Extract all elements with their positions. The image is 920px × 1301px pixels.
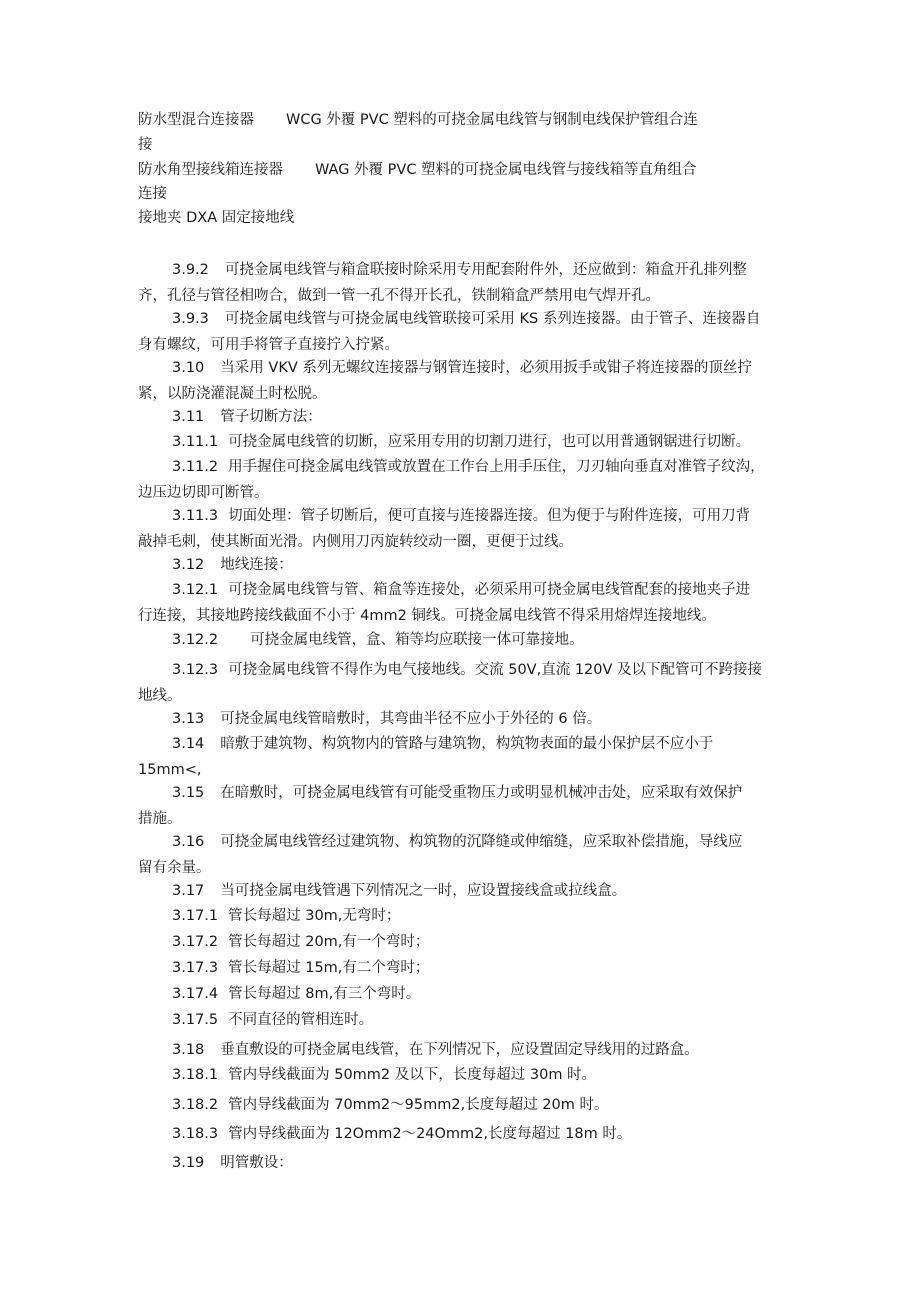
clause-text: 用手握住可挠金属电线管或放置在工作台上用手压住，刀刃轴向垂直对准管子纹沟， — [228, 459, 765, 475]
clause-text-cont: 身有螺纹，可用手将管子直接拧入拧紧。 — [138, 337, 399, 353]
clause-3-9-3 — [138, 306, 788, 358]
clause-number: 3.13 — [172, 711, 205, 727]
clause-3-11-3 — [138, 503, 788, 555]
clause-3-17-4 — [138, 981, 788, 1007]
intro-desc-1-cont: 接 — [138, 137, 153, 153]
clause-text-cont: 留有余量。 — [138, 860, 211, 876]
clause-3-18-3 — [138, 1121, 788, 1147]
clause-3-10 — [138, 355, 788, 407]
intro-desc-1: WCG 外覆 PVC 塑料的可挠金属电线管与钢制电线保护管组合连 — [286, 112, 698, 128]
clause-3-12 — [138, 552, 788, 578]
clause-3-13 — [138, 706, 788, 732]
clause-text: 管长每超过 20m,有一个弯时； — [228, 934, 430, 950]
clause-text-cont: 15mm<, — [138, 762, 202, 778]
clause-number: 3.11.1 — [172, 434, 219, 450]
clause-number: 3.11.2 — [172, 459, 219, 475]
clause-text: 管内导线截面为 12Omm2～24Omm2,长度每超过 18m 时。 — [228, 1126, 632, 1142]
clause-3-17-2 — [138, 929, 788, 955]
clause-number: 3.18 — [172, 1042, 205, 1058]
clause-text-cont: 地线。 — [138, 688, 182, 704]
clause-number: 3.12.1 — [172, 582, 219, 598]
clause-text: 当采用 VKV 系列无螺纹连接器与钢管连接时，必须用扳手或钳子将连接器的顶丝拧 — [220, 360, 752, 376]
clause-text: 可挠金属电线管与管、箱盒等连接处，必须采用可挠金属电线管配套的接地夹子进 — [228, 582, 751, 598]
clause-number: 3.14 — [172, 736, 205, 752]
clause-text: 管长每超过 8m,有三个弯时。 — [228, 986, 421, 1002]
clause-number: 3.17 — [172, 883, 205, 899]
clause-3-17-3 — [138, 955, 788, 981]
clause-text: 地线连接： — [220, 557, 293, 573]
clause-text: 不同直径的管相连时。 — [228, 1012, 374, 1028]
clause-text: 可挠金属电线管不得作为电气接地线。交流 50V,直流 120V 及以下配管可不跨接接 — [228, 662, 763, 678]
clause-text: 管内导线截面为 70mm2～95mm2,长度每超过 20m 时。 — [228, 1097, 609, 1113]
clause-text-cont: 行连接，其接地跨接线截面不小于 4mm2 铜线。可挠金属电线管不得采用熔焊连接地线。 — [138, 608, 716, 624]
clause-text: 可挠金属电线管与可挠金属电线管联接可采用 KS 系列连接器。由于管子、连接器自 — [224, 311, 761, 327]
clause-number: 3.12.3 — [172, 662, 219, 678]
clause-text: 管长每超过 15m,有二个弯时； — [228, 960, 430, 976]
clause-3-12-3 — [138, 657, 788, 709]
clause-number: 3.18.2 — [172, 1097, 219, 1113]
clause-3-11-1 — [138, 429, 788, 455]
clause-number: 3.19 — [172, 1155, 205, 1171]
clause-number: 3.17.5 — [172, 1012, 219, 1028]
intro-term-1: 防水型混合连接器 — [138, 112, 254, 128]
clause-text-cont: 紧，以防浇灌混凝土时松脱。 — [138, 386, 327, 402]
clause-3-12-1 — [138, 577, 788, 629]
clause-text: 可挠金属电线管，盒、箱等均应联接一体可靠接地。 — [250, 632, 584, 648]
clause-number: 3.17.2 — [172, 934, 219, 950]
clause-3-18-1 — [138, 1062, 788, 1088]
clause-number: 3.15 — [172, 785, 205, 801]
clause-text: 切面处理：管子切断后，便可直接与连接器连接。但为便于与附件连接，可用刀背 — [228, 508, 751, 524]
clause-text: 当可挠金属电线管遇下列情况之一时，应设置接线盒或拉线盒。 — [220, 883, 627, 899]
clause-3-16 — [138, 829, 788, 881]
clause-3-14 — [138, 731, 788, 783]
clause-3-11-2 — [138, 454, 788, 506]
clause-3-9-2 — [138, 257, 788, 309]
clause-text: 可挠金属电线管暗敷时，其弯曲半径不应小于外径的 6 倍。 — [220, 711, 602, 727]
clause-text-cont: 敲掉毛刺，使其断面光滑。内侧用刀丙旋转绞动一圈，更便于过线。 — [138, 534, 573, 550]
clause-3-19 — [138, 1150, 788, 1176]
intro-desc-2: WAG 外覆 PVC 塑料的可挠金属电线管与接线箱等直角组合 — [315, 162, 697, 178]
clause-text: 明管敷设： — [220, 1155, 293, 1171]
clause-3-17 — [138, 878, 788, 904]
clause-number: 3.11 — [172, 409, 205, 425]
clause-number: 3.18.1 — [172, 1067, 219, 1083]
clause-text: 在暗敷时，可挠金属电线管有可能受重物压力或明显机械冲击处，应采取有效保护 — [220, 785, 743, 801]
clause-number: 3.9.2 — [172, 262, 209, 278]
clause-3-15 — [138, 780, 788, 832]
clause-text-cont: 措施。 — [138, 811, 182, 827]
clause-text: 管子切断方法： — [220, 409, 322, 425]
clause-number: 3.17.4 — [172, 986, 219, 1002]
clause-text: 垂直敷设的可挠金属电线管，在下列情况下，应设置固定导线用的过路盒。 — [220, 1042, 699, 1058]
clause-number: 3.12.2 — [172, 632, 219, 648]
clause-number: 3.9.3 — [172, 311, 209, 327]
intro-line-3 — [138, 208, 294, 228]
intro-line-2-cont — [138, 184, 167, 204]
clause-3-18 — [138, 1037, 788, 1063]
clause-3-12-2 — [138, 627, 788, 653]
clause-number: 3.11.3 — [172, 508, 219, 524]
intro-desc-3: 接地夹 DXA 固定接地线 — [138, 210, 295, 226]
clause-3-17-1 — [138, 903, 788, 929]
clause-3-17-5 — [138, 1007, 788, 1033]
intro-desc-2-cont: 连接 — [138, 186, 167, 202]
clause-number: 3.17.1 — [172, 908, 219, 924]
clause-number: 3.16 — [172, 834, 205, 850]
clause-number: 3.10 — [172, 360, 205, 376]
intro-term-2: 防水角型接线箱连接器 — [138, 162, 283, 178]
clause-3-18-2 — [138, 1092, 788, 1118]
intro-line-2 — [138, 160, 697, 180]
clause-text: 可挠金属电线管的切断，应采用专用的切割刀进行，也可以用普通钢锯进行切断。 — [228, 434, 751, 450]
clause-text-cont: 边压边切即可断管。 — [138, 485, 269, 501]
clause-text: 可挠金属电线管经过建筑物、构筑物的沉降缝或伸缩缝，应采取补偿措施，导线应 — [220, 834, 743, 850]
clause-text: 暗敷于建筑物、构筑物内的管路与建筑物，构筑物表面的最小保护层不应小于 — [220, 736, 714, 752]
clause-text-cont: 齐，孔径与管径相吻合，做到一管一孔不得开长孔，铁制箱盒严禁用电气焊开孔。 — [138, 288, 660, 304]
intro-line-1 — [138, 110, 698, 130]
clause-text: 管内导线截面为 50mm2 及以下，长度每超过 30m 时。 — [228, 1067, 597, 1083]
clause-number: 3.17.3 — [172, 960, 219, 976]
clause-text: 可挠金属电线管与箱盒联接时除采用专用配套附件外，还应做到：箱盒开孔排列整 — [224, 262, 747, 278]
intro-line-1-cont — [138, 135, 153, 155]
clause-number: 3.12 — [172, 557, 205, 573]
clause-text: 管长每超过 30m,无弯时； — [228, 908, 401, 924]
clause-number: 3.18.3 — [172, 1126, 219, 1142]
clause-3-11 — [138, 404, 788, 430]
